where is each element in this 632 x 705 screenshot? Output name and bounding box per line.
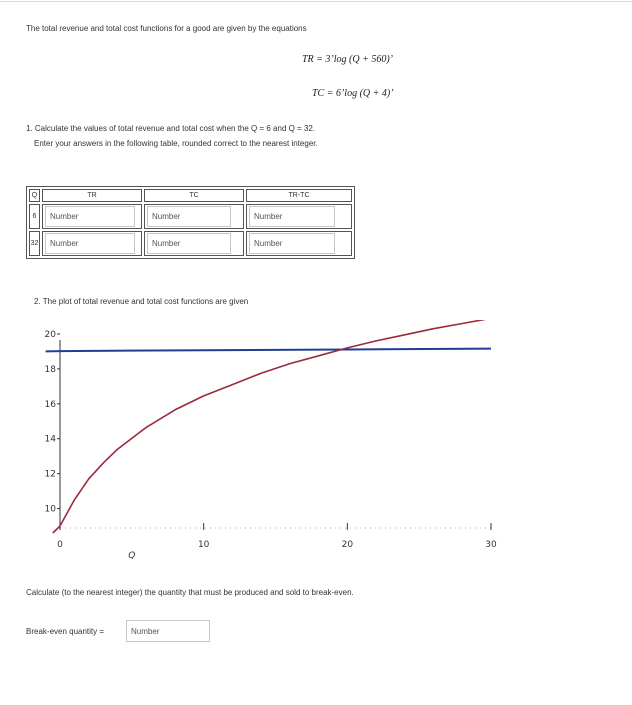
header-tc: TC <box>144 189 244 202</box>
series-line-flat <box>46 349 491 352</box>
table-header-row <box>29 189 352 202</box>
top-divider <box>0 1 632 2</box>
header-tr-tc: TR-TC <box>246 189 352 202</box>
y-tick-label: 16 <box>44 399 56 410</box>
table-row <box>29 231 352 256</box>
trtc-input-q32[interactable] <box>249 233 335 254</box>
tc-input-q32[interactable] <box>147 233 231 254</box>
x-tick-label: 0 <box>57 540 63 550</box>
tr-equation: TR = 3ʼlog (Q + 560)ʼ <box>302 54 393 65</box>
cell-tc <box>144 231 244 256</box>
y-tick-label: 14 <box>44 434 56 445</box>
revenue-cost-chart <box>0 320 632 570</box>
cell-tr <box>42 231 142 256</box>
x-tick-label: 30 <box>485 540 497 550</box>
trtc-input-q6[interactable] <box>249 206 335 227</box>
header-q: Q <box>29 189 40 202</box>
table-row <box>29 204 352 229</box>
answer-table <box>26 186 355 259</box>
y-tick-label: 12 <box>44 469 56 480</box>
cell-tr <box>42 204 142 229</box>
breakeven-label: Break-even quantity = <box>26 627 105 636</box>
cell-tr-tc <box>246 204 352 229</box>
tr-input-q6[interactable] <box>45 206 135 227</box>
breakeven-input[interactable] <box>126 620 210 642</box>
y-tick-label: 10 <box>44 504 56 515</box>
x-tick-label: 10 <box>197 540 210 550</box>
question1-line2: Enter your answers in the following table, rounded correct to the nearest integer. <box>34 139 318 148</box>
cell-tr-tc <box>246 231 352 256</box>
x-axis-label: Q <box>128 551 136 561</box>
breakeven-question: Calculate (to the nearest integer) the quantity that must be produced and sold to break-even. <box>26 588 354 597</box>
row-q-32: 32 <box>29 231 40 256</box>
y-tick-label: 18 <box>44 364 56 375</box>
tr-input-q32[interactable] <box>45 233 135 254</box>
row-q-6: 6 <box>29 204 40 229</box>
header-tr: TR <box>42 189 142 202</box>
y-tick-label: 20 <box>44 329 56 340</box>
x-tick-label: 20 <box>341 540 354 550</box>
series-line-curve <box>53 320 491 533</box>
question1-line1: 1. Calculate the values of total revenue and total cost when the Q = 6 and Q = 32. <box>26 124 316 133</box>
intro-text: The total revenue and total cost functions for a good are given by the equations <box>26 24 307 33</box>
tc-equation: TC = 6ʼlog (Q + 4)ʼ <box>312 88 394 99</box>
cell-tc <box>144 204 244 229</box>
tc-input-q6[interactable] <box>147 206 231 227</box>
question2-text: 2. The plot of total revenue and total cost functions are given <box>34 297 249 306</box>
